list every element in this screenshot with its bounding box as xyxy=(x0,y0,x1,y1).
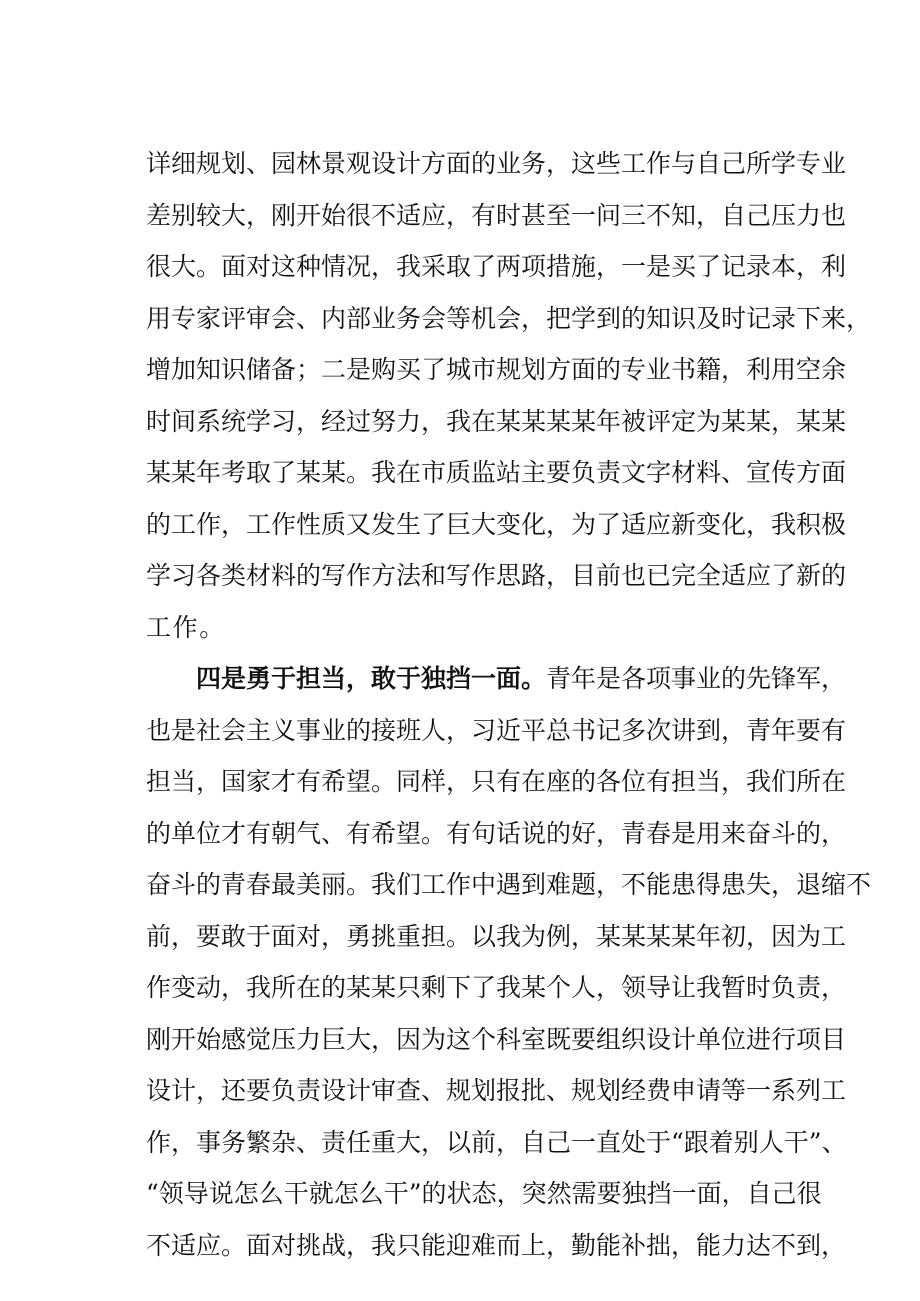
text-line: 刚开始感觉压力巨大，因为这个科室既要组织设计单位进行项目 xyxy=(146,1024,847,1054)
text-line: “领导说怎么干就怎么干”的状态，突然需要独挡一面，自己很 xyxy=(146,1179,822,1208)
text-line: 前，要敢于面对，勇挑重担。以我为例，某某某某年初，因为工 xyxy=(146,921,847,951)
text-line: 作，事务繁杂、责任重大，以前，自己一直处于“跟着别人干”、 xyxy=(146,1127,847,1157)
text-line: 差别较大，刚开始很不适应，有时甚至一问三不知，自己压力也 xyxy=(146,200,847,230)
text-line: 详细规划、园林景观设计方面的业务，这些工作与自己所学专业 xyxy=(146,149,847,178)
text-line: 增加知识储备；二是购买了城市规划方面的专业书籍，利用空余 xyxy=(146,355,847,384)
text-line: 学习各类材料的写作方法和写作思路，目前也已完全适应了新的 xyxy=(146,561,847,590)
body-text xyxy=(146,138,872,1271)
paragraph-heading-line xyxy=(146,653,847,705)
text-line: 设计，还要负责设计审查、规划报批、规划经费申请等一系列工 xyxy=(146,1076,847,1105)
text-line: 的工作，工作性质又发生了巨大变化，为了适应新变化，我积极 xyxy=(146,509,847,539)
text-line: 某某年考取了某某。我在市质监站主要负责文字材料、宣传方面 xyxy=(146,458,847,487)
text-line: 担当，国家才有希望。同样，只有在座的各位有担当，我们所在 xyxy=(146,767,847,796)
text-line: 也是社会主义事业的接班人，习近平总书记多次讲到，青年要有 xyxy=(146,715,847,745)
text-line: 时间系统学习，经过努力，我在某某某某年被评定为某某，某某 xyxy=(146,406,847,436)
paragraph-heading-rest: 青年是各项事业的先锋军， xyxy=(546,664,847,693)
text-line: 很大。面对这种情况，我采取了两项措施，一是买了记录本，利 xyxy=(146,252,847,281)
text-line: 用专家评审会、内部业务会等机会，把学到的知识及时记录下来， xyxy=(146,303,872,333)
text-line: 奋斗的青春最美丽。我们工作中遇到难题，不能患得患失，退缩不 xyxy=(146,870,872,899)
paragraph-heading: 四是勇于担当，敢于独挡一面。 xyxy=(196,664,547,693)
text-line: 工作。 xyxy=(146,612,226,642)
text-line: 的单位才有朝气、有希望。有句话说的好，青春是用来奋斗的， xyxy=(146,818,847,848)
text-line: 不适应。面对挑战，我只能迎难而上，勤能补拙，能力达不到， xyxy=(146,1230,847,1260)
text-line: 作变动，我所在的某某只剩下了我某个人，领导让我暂时负责， xyxy=(146,973,847,1002)
